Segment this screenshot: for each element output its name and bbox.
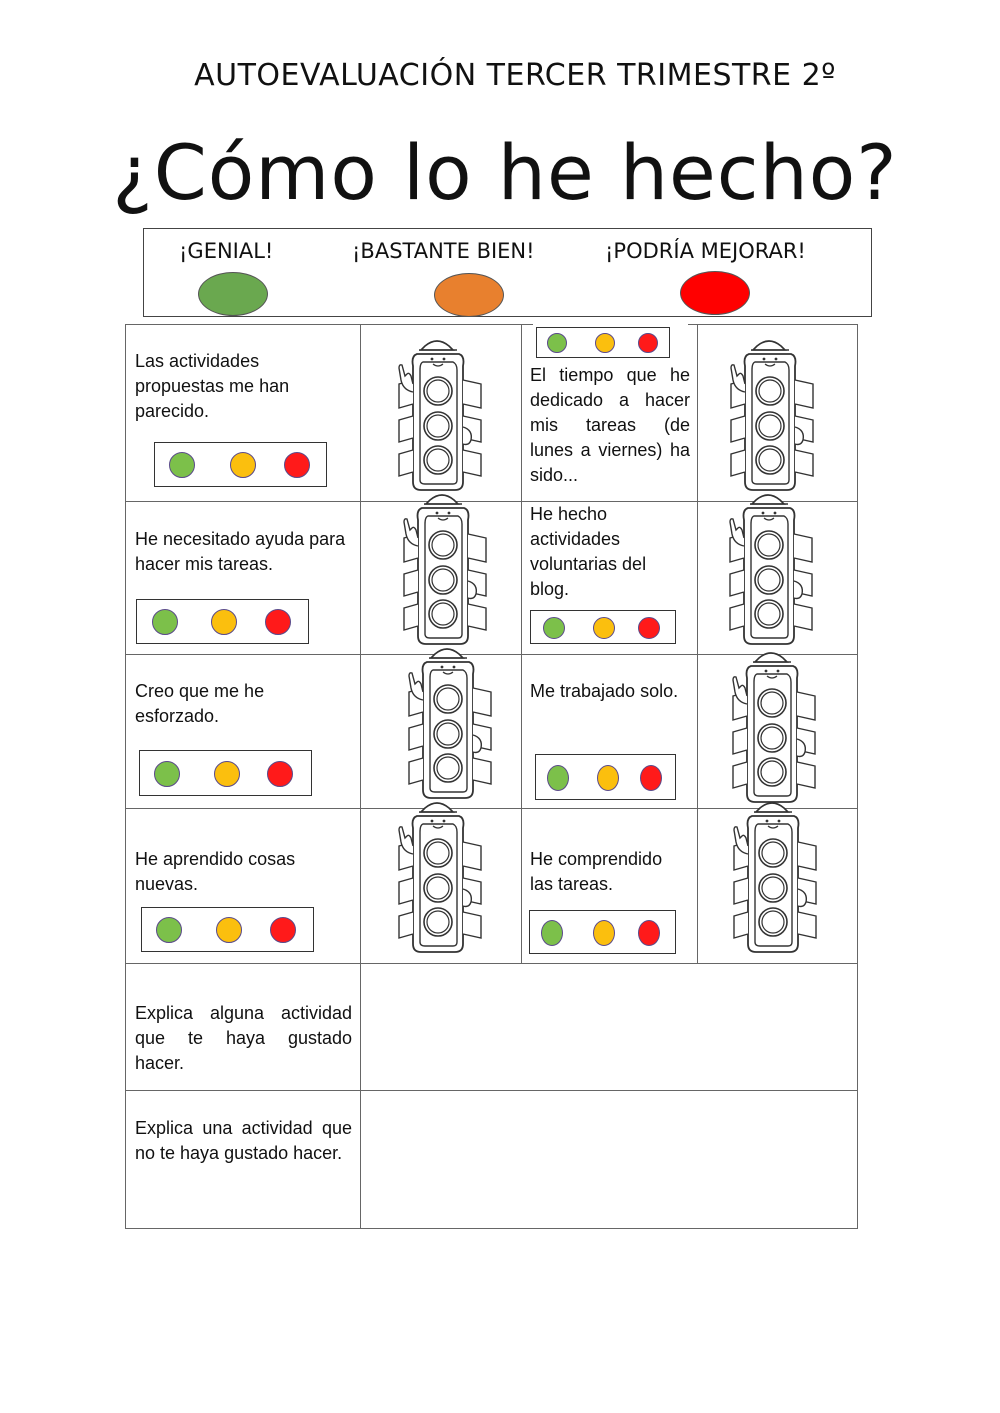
green-dot-option[interactable] xyxy=(541,920,563,946)
table-border xyxy=(125,963,858,964)
question-text: He aprendido cosas nuevas. xyxy=(135,849,296,894)
legend-label-genial: ¡GENIAL! xyxy=(179,239,274,263)
red-dot-option[interactable] xyxy=(640,765,662,791)
rating-selector xyxy=(535,754,676,800)
red-dot-option[interactable] xyxy=(267,761,293,787)
table-border xyxy=(125,324,533,325)
traffic-light-icon xyxy=(387,794,493,958)
green-dot-option[interactable] xyxy=(547,765,569,791)
rating-selector xyxy=(530,610,676,644)
table-border xyxy=(125,1228,858,1229)
table-border xyxy=(697,324,698,963)
red-dot-option[interactable] xyxy=(284,452,310,478)
traffic-light-icon xyxy=(397,640,503,804)
question-text: He necesitado ayuda para hacer mis tareas. xyxy=(135,529,346,574)
green-dot-option[interactable] xyxy=(169,452,195,478)
green-dot-option[interactable] xyxy=(543,617,565,639)
open-question-text: Explica alguna actividad que te haya gustado hacer. xyxy=(135,1003,352,1073)
open-question-text: Explica una actividad que no te haya gustado hacer. xyxy=(135,1118,352,1163)
traffic-light-icon xyxy=(387,332,493,496)
yellow-dot-option[interactable] xyxy=(593,920,615,946)
question-text: He comprendido las tareas. xyxy=(530,849,663,894)
rating-selector xyxy=(529,910,676,954)
question-text: He hecho actividades voluntarias del blog. xyxy=(530,504,647,599)
table-border xyxy=(125,1090,858,1091)
rating-selector xyxy=(141,907,314,952)
red-dot-option[interactable] xyxy=(638,333,658,353)
question-text: Me trabajado solo. xyxy=(530,681,679,701)
table-border xyxy=(521,324,522,963)
red-dot-option[interactable] xyxy=(265,609,291,635)
green-dot-option[interactable] xyxy=(154,761,180,787)
subtitle: AUTOEVALUACIÓN TERCER TRIMESTRE 2º xyxy=(194,58,836,93)
yellow-dot-option[interactable] xyxy=(593,617,615,639)
rating-selector xyxy=(139,750,312,796)
legend-label-bastante-bien: ¡BASTANTE BIEN! xyxy=(352,239,535,263)
rating-selector xyxy=(154,442,327,487)
traffic-light-icon xyxy=(718,486,824,650)
red-dot-option[interactable] xyxy=(270,917,296,943)
red-dot-option[interactable] xyxy=(638,617,660,639)
green-dot-option[interactable] xyxy=(156,917,182,943)
traffic-light-icon xyxy=(719,332,825,496)
yellow-dot-option[interactable] xyxy=(214,761,240,787)
yellow-dot-option[interactable] xyxy=(216,917,242,943)
red-dot-option[interactable] xyxy=(638,920,660,946)
green-dot-option[interactable] xyxy=(152,609,178,635)
page-title: ¿Cómo lo he hecho? xyxy=(112,128,898,217)
table-border xyxy=(360,324,361,1228)
table-border xyxy=(125,324,126,1228)
answer-area[interactable] xyxy=(362,965,856,1089)
yellow-dot-option[interactable] xyxy=(211,609,237,635)
yellow-dot-option[interactable] xyxy=(597,765,619,791)
traffic-light-icon xyxy=(721,644,827,808)
question-text: El tiempo que he dedicado a hacer mis tareas (de lunes a viernes) ha sido... xyxy=(530,365,690,485)
rating-selector xyxy=(136,599,309,644)
yellow-dot-option[interactable] xyxy=(230,452,256,478)
traffic-light-icon xyxy=(722,794,828,958)
legend-label-podria-mejorar: ¡PODRÍA MEJORAR! xyxy=(605,239,806,263)
question-text: Las actividades propuestas me han parecido. xyxy=(135,351,290,421)
question-text: Creo que me he esforzado. xyxy=(135,681,265,726)
green-dot-option[interactable] xyxy=(547,333,567,353)
rating-selector xyxy=(536,327,670,358)
answer-area[interactable] xyxy=(362,1092,856,1227)
table-border xyxy=(688,324,858,325)
traffic-light-icon xyxy=(392,486,498,650)
yellow-dot-option[interactable] xyxy=(595,333,615,353)
table-border xyxy=(857,324,858,1228)
